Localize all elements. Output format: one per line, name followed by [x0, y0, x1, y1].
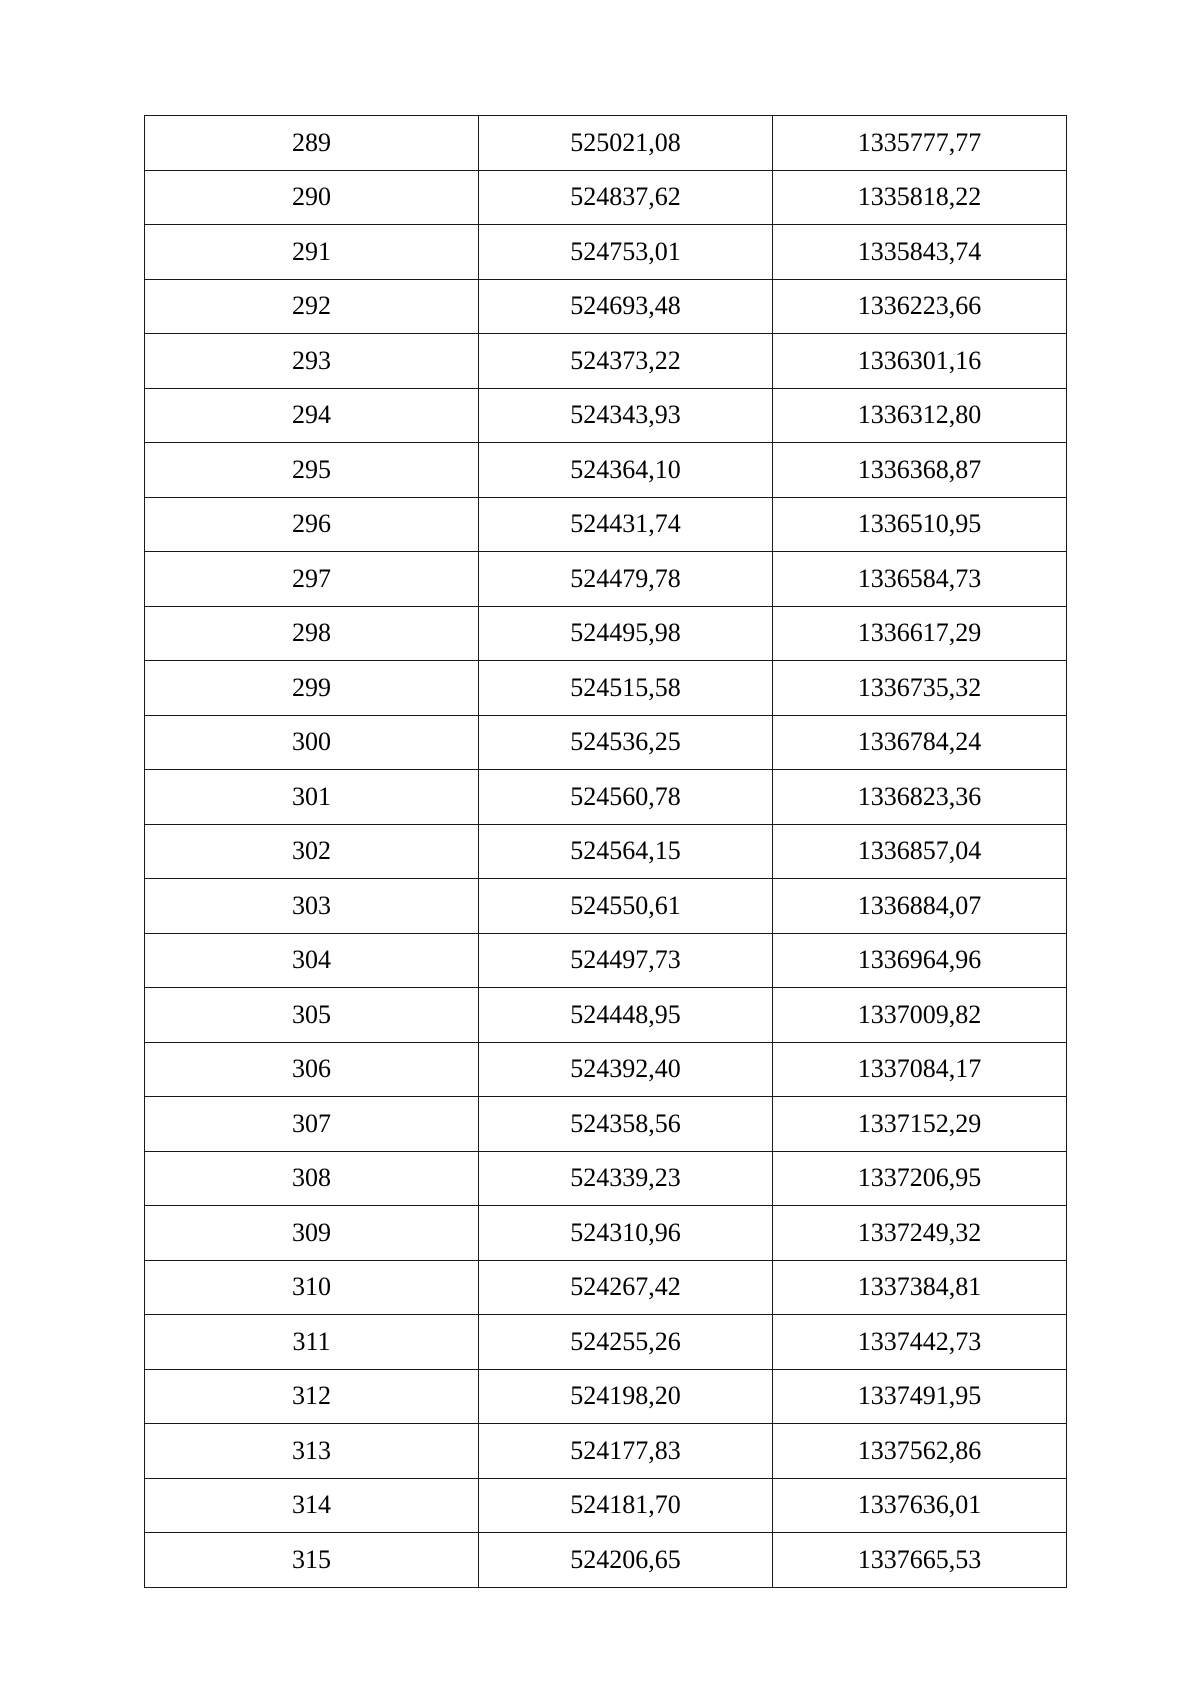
point-number-cell: 290	[145, 170, 479, 225]
point-number-cell: 299	[145, 661, 479, 716]
y-coordinate-cell: 1337384,81	[773, 1260, 1067, 1315]
x-coordinate-cell: 524373,22	[479, 334, 773, 389]
table-row	[145, 1097, 1067, 1152]
table-row	[145, 1151, 1067, 1206]
x-coordinate-cell: 524837,62	[479, 170, 773, 225]
x-coordinate-cell: 524497,73	[479, 933, 773, 988]
point-number-cell: 301	[145, 770, 479, 825]
point-number-cell: 306	[145, 1042, 479, 1097]
table-row	[145, 1369, 1067, 1424]
x-coordinate-cell: 524255,26	[479, 1315, 773, 1370]
table-row	[145, 1533, 1067, 1588]
y-coordinate-cell: 1336735,32	[773, 661, 1067, 716]
y-coordinate-cell: 1336884,07	[773, 879, 1067, 934]
x-coordinate-cell: 524358,56	[479, 1097, 773, 1152]
x-coordinate-cell: 524343,93	[479, 388, 773, 443]
point-number-cell: 307	[145, 1097, 479, 1152]
point-number-cell: 311	[145, 1315, 479, 1370]
point-number-cell: 300	[145, 715, 479, 770]
table-row	[145, 1424, 1067, 1479]
table-row	[145, 1260, 1067, 1315]
x-coordinate-cell: 524560,78	[479, 770, 773, 825]
table-row	[145, 170, 1067, 225]
table-row	[145, 443, 1067, 498]
point-number-cell: 314	[145, 1478, 479, 1533]
y-coordinate-cell: 1337009,82	[773, 988, 1067, 1043]
y-coordinate-cell: 1335843,74	[773, 225, 1067, 280]
x-coordinate-cell: 524753,01	[479, 225, 773, 280]
x-coordinate-cell: 524198,20	[479, 1369, 773, 1424]
y-coordinate-cell: 1337491,95	[773, 1369, 1067, 1424]
point-number-cell: 302	[145, 824, 479, 879]
y-coordinate-cell: 1336617,29	[773, 606, 1067, 661]
table-row	[145, 988, 1067, 1043]
table-row	[145, 1042, 1067, 1097]
y-coordinate-cell: 1336301,16	[773, 334, 1067, 389]
table-row	[145, 824, 1067, 879]
point-number-cell: 294	[145, 388, 479, 443]
y-coordinate-cell: 1336857,04	[773, 824, 1067, 879]
table-row	[145, 334, 1067, 389]
point-number-cell: 298	[145, 606, 479, 661]
table-row	[145, 1315, 1067, 1370]
table-row	[145, 225, 1067, 280]
coordinates-table-body	[145, 116, 1067, 1588]
y-coordinate-cell: 1337249,32	[773, 1206, 1067, 1261]
y-coordinate-cell: 1337442,73	[773, 1315, 1067, 1370]
point-number-cell: 295	[145, 443, 479, 498]
x-coordinate-cell: 524550,61	[479, 879, 773, 934]
point-number-cell: 312	[145, 1369, 479, 1424]
point-number-cell: 297	[145, 552, 479, 607]
x-coordinate-cell: 524339,23	[479, 1151, 773, 1206]
table-row	[145, 116, 1067, 171]
x-coordinate-cell: 525021,08	[479, 116, 773, 171]
point-number-cell: 308	[145, 1151, 479, 1206]
point-number-cell: 313	[145, 1424, 479, 1479]
y-coordinate-cell: 1336584,73	[773, 552, 1067, 607]
x-coordinate-cell: 524392,40	[479, 1042, 773, 1097]
point-number-cell: 289	[145, 116, 479, 171]
table-row	[145, 1478, 1067, 1533]
point-number-cell: 304	[145, 933, 479, 988]
point-number-cell: 291	[145, 225, 479, 280]
x-coordinate-cell: 524693,48	[479, 279, 773, 334]
point-number-cell: 303	[145, 879, 479, 934]
y-coordinate-cell: 1337562,86	[773, 1424, 1067, 1479]
x-coordinate-cell: 524564,15	[479, 824, 773, 879]
table-row	[145, 770, 1067, 825]
x-coordinate-cell: 524515,58	[479, 661, 773, 716]
point-number-cell: 305	[145, 988, 479, 1043]
x-coordinate-cell: 524479,78	[479, 552, 773, 607]
x-coordinate-cell: 524536,25	[479, 715, 773, 770]
x-coordinate-cell: 524310,96	[479, 1206, 773, 1261]
point-number-cell: 310	[145, 1260, 479, 1315]
table-row	[145, 879, 1067, 934]
x-coordinate-cell: 524364,10	[479, 443, 773, 498]
table-row	[145, 606, 1067, 661]
x-coordinate-cell: 524177,83	[479, 1424, 773, 1479]
table-row	[145, 279, 1067, 334]
x-coordinate-cell: 524181,70	[479, 1478, 773, 1533]
y-coordinate-cell: 1337206,95	[773, 1151, 1067, 1206]
table-row	[145, 1206, 1067, 1261]
x-coordinate-cell: 524431,74	[479, 497, 773, 552]
y-coordinate-cell: 1337152,29	[773, 1097, 1067, 1152]
y-coordinate-cell: 1335777,77	[773, 116, 1067, 171]
x-coordinate-cell: 524206,65	[479, 1533, 773, 1588]
x-coordinate-cell: 524495,98	[479, 606, 773, 661]
table-row	[145, 552, 1067, 607]
table-row	[145, 715, 1067, 770]
y-coordinate-cell: 1336823,36	[773, 770, 1067, 825]
y-coordinate-cell: 1335818,22	[773, 170, 1067, 225]
y-coordinate-cell: 1337665,53	[773, 1533, 1067, 1588]
y-coordinate-cell: 1336312,80	[773, 388, 1067, 443]
x-coordinate-cell: 524267,42	[479, 1260, 773, 1315]
table-row	[145, 497, 1067, 552]
coordinates-table	[144, 115, 1067, 1588]
point-number-cell: 296	[145, 497, 479, 552]
y-coordinate-cell: 1336964,96	[773, 933, 1067, 988]
point-number-cell: 293	[145, 334, 479, 389]
x-coordinate-cell: 524448,95	[479, 988, 773, 1043]
table-row	[145, 388, 1067, 443]
y-coordinate-cell: 1337084,17	[773, 1042, 1067, 1097]
y-coordinate-cell: 1337636,01	[773, 1478, 1067, 1533]
y-coordinate-cell: 1336368,87	[773, 443, 1067, 498]
y-coordinate-cell: 1336223,66	[773, 279, 1067, 334]
table-row	[145, 933, 1067, 988]
point-number-cell: 315	[145, 1533, 479, 1588]
point-number-cell: 292	[145, 279, 479, 334]
y-coordinate-cell: 1336784,24	[773, 715, 1067, 770]
table-row	[145, 661, 1067, 716]
y-coordinate-cell: 1336510,95	[773, 497, 1067, 552]
point-number-cell: 309	[145, 1206, 479, 1261]
